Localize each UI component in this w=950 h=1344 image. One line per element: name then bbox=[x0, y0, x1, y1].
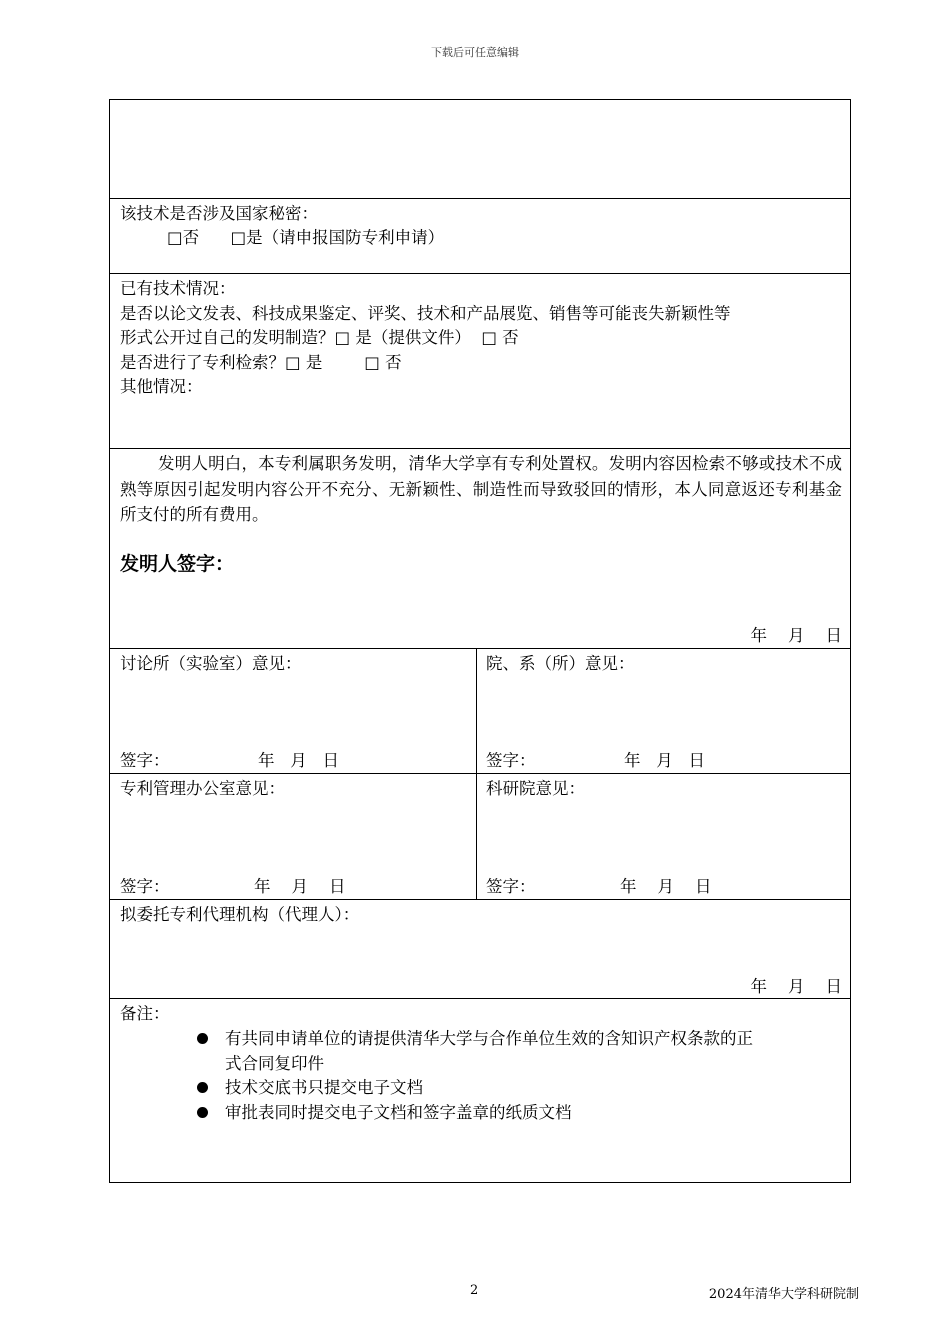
secret-row bbox=[110, 199, 850, 274]
declaration-paragraph: 发明人明白，本专利属职务发明，清华大学享有专利处置权。发明内容因检索不够或技术不成熟等原因引起发明内容公开不充分、无新颖性、制造性而导致驳回的情形，本人同意返还专利基金所支付的所有费用。 bbox=[120, 454, 842, 524]
declaration-row bbox=[110, 449, 850, 649]
secret-question: 该技术是否涉及国家秘密： bbox=[120, 204, 318, 223]
lab-sign-date: 年 月 日 bbox=[258, 751, 339, 770]
existing-title: 已有技术情况： bbox=[120, 279, 236, 298]
agency-title: 拟委托专利代理机构（代理人）： bbox=[120, 905, 360, 924]
existing-tech-row bbox=[110, 274, 850, 449]
footer-org: 2024年清华大学科研院制 bbox=[708, 1287, 859, 1302]
dept-opinion-title: 院、系（所）意见： bbox=[486, 654, 635, 673]
existing-line2[interactable]: 形式公开过自己的发明制造？□ 是（提供文件） □ 否 bbox=[120, 328, 519, 347]
research-opinion-title: 科研院意见： bbox=[486, 779, 585, 798]
dept-sign-date: 年 月 日 bbox=[624, 751, 705, 770]
agency-row bbox=[110, 900, 850, 999]
opinion-row-2 bbox=[110, 774, 850, 900]
opinion-row-1 bbox=[110, 649, 850, 774]
existing-line3[interactable]: 是否进行了专利检索？□ 是 □ 否 bbox=[120, 353, 402, 372]
inventor-sign-date: 年 月 日 bbox=[750, 626, 842, 645]
note-item-2: 技术交底书只提交电子文档 bbox=[225, 1078, 423, 1097]
lab-sign-label: 签字： bbox=[120, 751, 170, 770]
existing-line4: 其他情况： bbox=[120, 377, 203, 396]
column-divider bbox=[476, 649, 477, 774]
dept-sign-label: 签字： bbox=[486, 751, 536, 770]
existing-line1: 是否以论文发表、科技成果鉴定、评奖、技术和产品展览、销售等可能丧失新颖性等 bbox=[120, 304, 731, 323]
notes-row bbox=[110, 999, 850, 1182]
secret-options[interactable]: □否 □是（请申报国防专利申请） bbox=[167, 228, 445, 247]
inventor-sign-label: 发明人签字： bbox=[120, 553, 235, 575]
notes-title: 备注： bbox=[120, 1004, 170, 1023]
note-item-1-line2: 式合同复印件 bbox=[225, 1054, 324, 1073]
bullet-icon bbox=[197, 1082, 208, 1093]
header-note: 下载后可任意编辑 bbox=[431, 46, 519, 59]
note-item-1-line1: 有共同申请单位的请提供清华大学与合作单位生效的含知识产权条款的正 bbox=[225, 1029, 753, 1048]
lab-opinion-title: 讨论所（实验室）意见： bbox=[120, 654, 302, 673]
patent-office-sign-label: 签字： bbox=[120, 877, 170, 896]
page-number: 2 bbox=[470, 1283, 479, 1298]
bullet-icon bbox=[197, 1033, 208, 1044]
patent-office-opinion-title: 专利管理办公室意见： bbox=[120, 779, 285, 798]
column-divider bbox=[476, 774, 477, 900]
research-sign-date: 年 月 日 bbox=[620, 877, 712, 896]
agency-date: 年 月 日 bbox=[750, 977, 842, 996]
note-item-3: 审批表同时提交电子文档和签字盖章的纸质文档 bbox=[225, 1103, 572, 1122]
research-sign-label: 签字： bbox=[486, 877, 536, 896]
bullet-icon bbox=[197, 1107, 208, 1118]
patent-office-sign-date: 年 月 日 bbox=[254, 877, 346, 896]
blank-row bbox=[110, 100, 850, 199]
approval-form-table bbox=[109, 99, 851, 1183]
